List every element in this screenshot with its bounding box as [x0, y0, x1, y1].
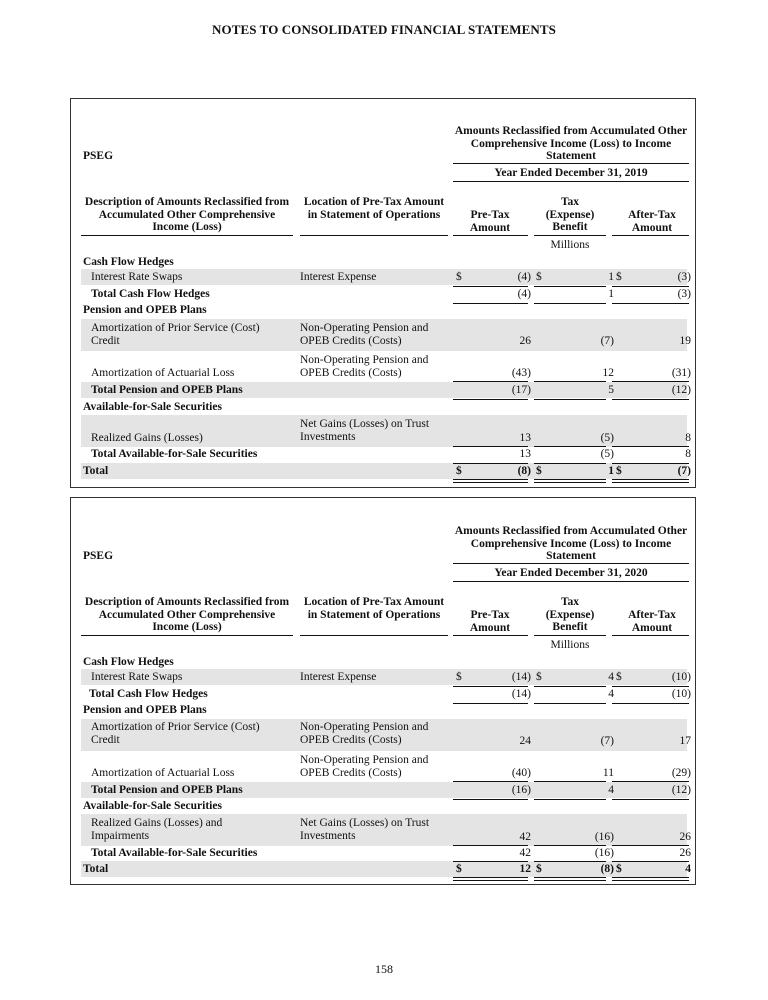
after-tax-value: 17 [679, 735, 691, 747]
entity-label: PSEG [83, 550, 114, 562]
section-title: Pension and OPEB Plans [83, 704, 207, 716]
after-tax-value: (7) [677, 465, 691, 477]
row-description: Amortization of Actuarial Loss [91, 367, 235, 379]
subtotal-rule [453, 463, 528, 464]
total-rule [453, 799, 528, 800]
tax-value: 1 [608, 271, 614, 283]
tax-value: 1 [608, 465, 614, 477]
pre-tax-value: (16) [511, 784, 531, 796]
header-rule [453, 163, 689, 164]
page-title: NOTES TO CONSOLIDATED FINANCIAL STATEMENTS [212, 22, 556, 37]
pre-tax-value: 42 [519, 831, 531, 843]
currency-symbol: $ [456, 863, 462, 875]
row-description: Realized Gains (Losses) and [91, 817, 223, 829]
after-tax-value: 8 [685, 448, 691, 460]
grand-total-label: Total [83, 465, 109, 477]
row-location: Non-Operating Pension and [300, 322, 429, 334]
subtotal-rule [534, 861, 606, 862]
after-tax-value: 19 [679, 335, 691, 347]
row-description: Realized Gains (Losses) [91, 432, 203, 444]
total-label: Total Available-for-Sale Securities [91, 847, 258, 859]
col-header-pre-tax: Pre-Tax Amount [469, 609, 511, 634]
after-tax-value: (3) [677, 288, 691, 300]
after-tax-value: 4 [685, 863, 691, 875]
subtotal-rule [453, 845, 528, 846]
subtotal-rule [534, 845, 606, 846]
period-rule [453, 581, 689, 582]
row-description: Interest Rate Swaps [91, 671, 183, 683]
subtotal-rule [453, 686, 528, 687]
pre-tax-value: (14) [511, 671, 531, 683]
double-rule [453, 877, 528, 881]
pre-tax-value: (4) [517, 288, 531, 300]
row-location: OPEB Credits (Costs) [300, 734, 402, 746]
pre-tax-value: (14) [511, 688, 531, 700]
subtotal-rule [534, 446, 606, 447]
col-header-after-tax: After-Tax Amount [628, 209, 676, 234]
after-tax-value: (29) [671, 767, 691, 779]
currency-symbol: $ [456, 671, 462, 683]
row-description: Amortization of Prior Service (Cost) [91, 721, 260, 733]
total-rule [453, 399, 528, 400]
total-label: Total Cash Flow Hedges [89, 688, 208, 700]
after-tax-value: (12) [671, 784, 691, 796]
pre-tax-value: (17) [511, 384, 531, 396]
tax-value: (16) [594, 831, 614, 843]
pre-tax-value: (4) [517, 271, 531, 283]
row-description: Amortization of Prior Service (Cost) [91, 322, 260, 334]
subtotal-rule [612, 446, 689, 447]
pre-tax-value: (8) [517, 465, 531, 477]
header-underline [612, 635, 689, 636]
total-rule [534, 703, 606, 704]
subtotal-rule [612, 286, 689, 287]
header-underline [453, 635, 528, 636]
col-header-location: Location of Pre-Tax Amount in Statement of Operations [303, 196, 445, 221]
pre-tax-value: 13 [519, 448, 531, 460]
entity-label: PSEG [83, 150, 114, 162]
total-label: Total Pension and OPEB Plans [91, 384, 243, 396]
after-tax-value: (12) [671, 384, 691, 396]
pre-tax-value: 24 [519, 735, 531, 747]
grand-total-row [81, 463, 691, 479]
row-location: Investments [300, 830, 356, 842]
pre-tax-value: 13 [519, 432, 531, 444]
row-location: Non-Operating Pension and [300, 354, 429, 366]
row-location: Net Gains (Losses) on Trust [300, 817, 430, 829]
col-header-tax: Tax (Expense) Benefit [545, 196, 595, 233]
grand-total-label: Total [83, 863, 109, 875]
header-underline [534, 235, 606, 236]
row-location: Interest Expense [300, 671, 377, 683]
amounts-header: Amounts Reclassified from Accumulated Other Comprehensive Income (Loss) to Income Statement [454, 125, 688, 162]
after-tax-value: 26 [679, 831, 691, 843]
tax-value: 4 [608, 688, 614, 700]
row-location: Non-Operating Pension and [300, 721, 429, 733]
total-rule [534, 399, 606, 400]
currency-symbol: $ [616, 271, 622, 283]
pre-tax-value: (40) [511, 767, 531, 779]
tax-value: 4 [608, 784, 614, 796]
tax-value: (8) [600, 863, 614, 875]
pre-tax-value: (43) [511, 367, 531, 379]
tax-value: (7) [600, 335, 614, 347]
row-location: OPEB Credits (Costs) [300, 767, 402, 779]
header-rule [453, 563, 689, 564]
total-rule [534, 303, 606, 304]
after-tax-value: (31) [671, 367, 691, 379]
header-underline [300, 635, 448, 636]
row-location: OPEB Credits (Costs) [300, 367, 402, 379]
row-description: Impairments [91, 830, 150, 842]
double-rule [453, 479, 528, 483]
pre-tax-value: 42 [519, 847, 531, 859]
after-tax-value: 8 [685, 432, 691, 444]
tax-value: (5) [600, 432, 614, 444]
total-label: Total Pension and OPEB Plans [91, 784, 243, 796]
col-header-location: Location of Pre-Tax Amount in Statement of Operations [303, 596, 445, 621]
period-rule [453, 181, 689, 182]
section-title: Available-for-Sale Securities [83, 401, 222, 413]
total-rule [612, 799, 689, 800]
subtotal-rule [612, 686, 689, 687]
row-description: Interest Rate Swaps [91, 271, 183, 283]
after-tax-value: (10) [671, 688, 691, 700]
tax-value: 5 [608, 384, 614, 396]
currency-symbol: $ [616, 671, 622, 683]
total-label: Total Cash Flow Hedges [91, 288, 210, 300]
currency-symbol: $ [456, 271, 462, 283]
row-description: Amortization of Actuarial Loss [91, 767, 235, 779]
header-underline [612, 235, 689, 236]
tax-value: 12 [602, 367, 614, 379]
currency-symbol: $ [616, 465, 622, 477]
currency-symbol: $ [536, 271, 542, 283]
col-header-after-tax: After-Tax Amount [628, 609, 676, 634]
header-underline [534, 635, 606, 636]
tax-value: 11 [602, 767, 614, 779]
tax-value: (7) [600, 735, 614, 747]
header-underline [453, 235, 528, 236]
double-rule [612, 479, 689, 483]
double-rule [534, 479, 606, 483]
row-location: Investments [300, 431, 356, 443]
col-header-tax: Tax (Expense) Benefit [545, 596, 595, 633]
subtotal-rule [453, 286, 528, 287]
col-header-pre-tax: Pre-Tax Amount [469, 209, 511, 234]
subtotal-rule [612, 845, 689, 846]
tax-value: 4 [608, 671, 614, 683]
section-title: Cash Flow Hedges [83, 656, 174, 668]
units-label: Millions [550, 639, 590, 651]
tax-value: (16) [594, 847, 614, 859]
row-location: Net Gains (Losses) on Trust [300, 418, 430, 430]
currency-symbol: $ [456, 465, 462, 477]
total-rule [453, 303, 528, 304]
total-rule [612, 303, 689, 304]
currency-symbol: $ [536, 863, 542, 875]
subtotal-rule [612, 861, 689, 862]
after-tax-value: (10) [671, 671, 691, 683]
double-rule [534, 877, 606, 881]
double-rule [612, 877, 689, 881]
subtotal-rule [453, 861, 528, 862]
row-description: Credit [91, 335, 120, 347]
subtotal-rule [534, 686, 606, 687]
page-number: 158 [375, 962, 393, 976]
table-2019 [70, 98, 696, 488]
units-label: Millions [550, 239, 590, 251]
pre-tax-value: 12 [519, 863, 531, 875]
after-tax-value: 26 [679, 847, 691, 859]
col-header-description: Description of Amounts Reclassified from Accumulated Other Comprehensive Income (Loss) [84, 596, 290, 633]
total-rule [534, 799, 606, 800]
header-underline [300, 235, 448, 236]
currency-symbol: $ [616, 863, 622, 875]
tax-value: (5) [600, 448, 614, 460]
currency-symbol: $ [536, 671, 542, 683]
subtotal-rule [612, 463, 689, 464]
pre-tax-value: 26 [519, 335, 531, 347]
row-location: Non-Operating Pension and [300, 754, 429, 766]
period-label: Year Ended December 31, 2019 [494, 167, 648, 179]
header-underline [81, 235, 293, 236]
subtotal-rule [453, 446, 528, 447]
section-title: Available-for-Sale Securities [83, 800, 222, 812]
header-underline [81, 635, 293, 636]
tax-value: 1 [608, 288, 614, 300]
total-rule [612, 399, 689, 400]
total-label: Total Available-for-Sale Securities [91, 448, 258, 460]
table-2020 [70, 497, 696, 885]
row-location: Interest Expense [300, 271, 377, 283]
subtotal-rule [534, 463, 606, 464]
row-location: OPEB Credits (Costs) [300, 335, 402, 347]
row-description: Credit [91, 734, 120, 746]
total-rule [612, 703, 689, 704]
section-title: Pension and OPEB Plans [83, 304, 207, 316]
amounts-header: Amounts Reclassified from Accumulated Other Comprehensive Income (Loss) to Income Statement [454, 525, 688, 562]
grand-total-row [81, 861, 691, 877]
col-header-description: Description of Amounts Reclassified from Accumulated Other Comprehensive Income (Loss) [84, 196, 290, 233]
total-rule [453, 703, 528, 704]
period-label: Year Ended December 31, 2020 [494, 567, 648, 579]
subtotal-rule [534, 286, 606, 287]
after-tax-value: (3) [677, 271, 691, 283]
currency-symbol: $ [536, 465, 542, 477]
section-title: Cash Flow Hedges [83, 256, 174, 268]
